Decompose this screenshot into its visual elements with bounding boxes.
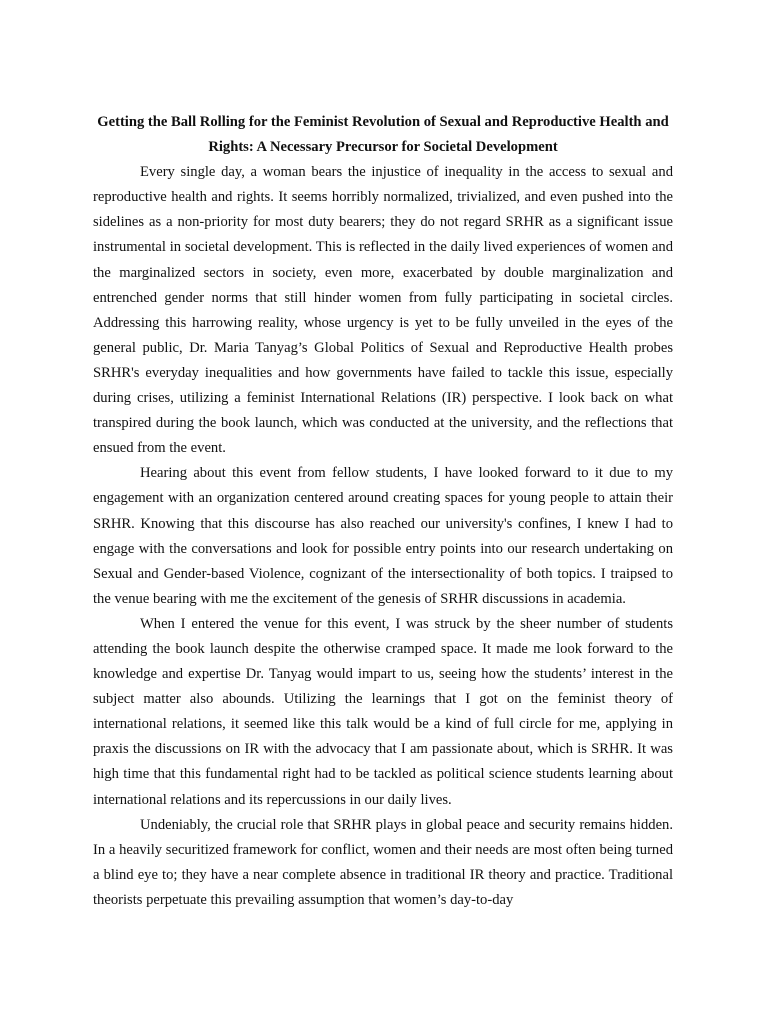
document-page: [93, 110, 673, 913]
document-title: Getting the Ball Rolling for the Feminist Revolution of Sexual and Reproductive Health and Rights: A Necessary Precursor for Societal Development: [97, 114, 669, 156]
paragraph-3: When I entered the venue for this event, I was struck by the sheer number of students attending the book launch despite the otherwise cramped space. It made me look forward to the knowledge and expertise Dr. Tanyag would impart to us, seeing how the students’ interest in the subject matter also abounds. Utilizing the learnings that I got on the feminist theory of international relations, it seemed like this talk would be a kind of full circle for me, applying in praxis the discussions on IR with the advocacy that I am passionate about, which is SRHR. It was high time that this fundamental right had to be tackled as political science students learning about international relations and its repercussions in our daily lives.: [93, 615, 673, 808]
paragraph-2: Hearing about this event from fellow students, I have looked forward to it due to my engagement with an organization centered around creating spaces for young people to attain their SRHR. Knowing that this discourse has also reached our university's confines, I knew I had to engage with the conversations and look for possible entry points into our research undertaking on Sexual and Gender-based Violence, cognizant of the intersectionality of both topics. I traipsed to the venue bearing with me the excitement of the genesis of SRHR discussions in academia.: [93, 465, 673, 607]
paragraph-4: Undeniably, the crucial role that SRHR plays in global peace and security remains hidden. In a heavily securitized framework for conflict, women and their needs are most often being turned a blind eye to; they have a near complete absence in traditional IR theory and practice. Traditional theorists perpetuate this prevailing assumption that women’s day-to-day: [93, 816, 673, 908]
paragraph-1: Every single day, a woman bears the injustice of inequality in the access to sexual and reproductive health and rights. It seems horribly normalized, trivialized, and even pushed into the sidelines as a non-priority for most duty bearers; they do not regard SRHR as a significant issue instrumental in societal development. This is reflected in the daily lived experiences of women and the marginalized sectors in society, even more, exacerbated by double marginalization and entrenched gender norms that still hinder women from fully participating in societal circles. Addressing this harrowing reality, whose urgency is yet to be fully unveiled in the eyes of the general public, Dr. Maria Tanyag’s Global Politics of Sexual and Reproductive Health probes SRHR's everyday inequalities and how governments have failed to tackle this issue, especially during crises, utilizing a feminist International Relations (IR) perspective. I look back on what transpired during the book launch, which was conducted at the university, and the reflections that ensued from the event.: [93, 164, 673, 457]
